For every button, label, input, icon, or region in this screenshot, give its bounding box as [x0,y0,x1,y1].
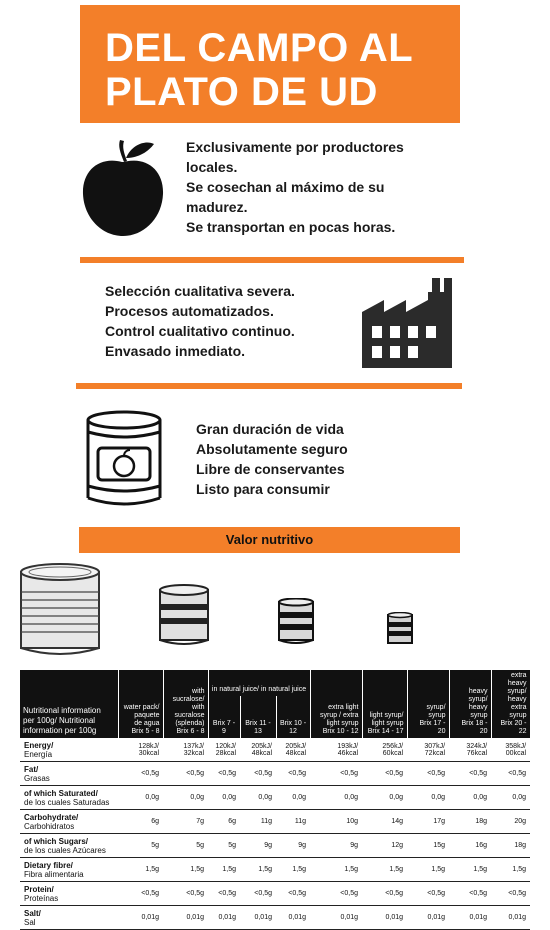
section1-line: Exclusivamente por productores [186,139,404,155]
table-cell: 1,5g [276,858,310,882]
table-cell: <0,5g [362,762,407,786]
factory-icon [362,274,458,368]
header-col: Brix 7 - 9 [208,696,240,739]
cell-line: 193kJ/ [337,742,359,750]
table-cell: 12g [362,834,407,858]
section2-line: Envasado inmediato. [105,343,246,359]
table-cell: 15g [407,834,449,858]
table-cell: 0,01g [310,906,362,930]
table-cell: 1,5g [407,858,449,882]
section1-line: madurez. [186,199,248,215]
divider [76,383,462,389]
cell-line: 307kJ/ [424,742,446,750]
cell-line: 28kcal [215,749,236,757]
table-cell: <0,5g [276,762,310,786]
table-cell: 0,01g [208,906,240,930]
cell-line: 205kJ/ [251,742,272,750]
table-cell: 0,01g [240,906,276,930]
row-label-sub: de los cuales Saturadas [24,797,110,807]
section3-text [196,419,348,499]
table-cell: 18g [491,834,530,858]
row-label-sub: Proteínas [24,893,59,903]
table-row [20,786,530,810]
table-cell: 0,0g [240,786,276,810]
header-col: Brix 10 - 12 [276,696,310,739]
cell-line: 48kcal [285,749,307,757]
section2-line: Control cualitativo continuo. [105,323,295,339]
row-label-sub: Carbohidratos [24,821,75,831]
cell-line: 46kcal [337,749,359,757]
can-medium-icon [158,584,210,646]
table-cell: 16g [449,834,491,858]
valor-nutritivo-banner: Valor nutritivo [79,527,460,553]
row-label [20,762,118,786]
row-label [20,882,118,906]
section2-line: Selección cualitativa severa. [105,283,295,299]
table-row [20,810,530,834]
table-row [20,738,530,762]
nutrition-table-body [20,738,530,930]
can-small-icon [277,598,315,644]
row-label-sub: Grasas [24,773,50,783]
table-cell [491,738,530,762]
header-col: with sucralose/ with sucralose (splenda) Brix 6 - 8 [163,670,208,738]
table-cell: 5g [118,834,163,858]
table-cell: 0,0g [310,786,362,810]
section1-text [186,137,404,237]
header-col: extra light syrup / extra light syrup Brix 10 - 12 [310,670,362,738]
table-cell: 11g [240,810,276,834]
hero-title-line2: PLATO DE UD [105,70,378,114]
cell-line: 48kcal [251,749,272,757]
table-cell: <0,5g [163,882,208,906]
table-cell: <0,5g [449,882,491,906]
divider [80,257,464,263]
section2-text [105,281,295,361]
section3-line: Libre de conservantes [196,461,345,477]
row-label [20,786,118,810]
section2-line: Procesos automatizados. [105,303,274,319]
table-cell: 0,0g [118,786,163,810]
table-cell: 1,5g [208,858,240,882]
table-cell: 18g [449,810,491,834]
table-cell: 1,5g [310,858,362,882]
table-cell: <0,5g [118,882,163,906]
table-cell: <0,5g [310,762,362,786]
section1-line: Se transportan en pocas horas. [186,219,396,235]
table-cell: 0,0g [163,786,208,810]
table-cell [310,738,362,762]
hero-title-line1: DEL CAMPO AL [105,26,414,70]
row-label-sub: de los cuales Azúcares [24,845,106,855]
row-label [20,810,118,834]
table-cell: 20g [491,810,530,834]
can-icon [84,410,164,508]
row-label-main: Dietary fibre/ [24,860,73,870]
header-first [20,670,118,738]
can-tiny-icon [386,612,414,646]
table-header-row [20,670,530,696]
header-first-line: information per 100g [23,726,97,735]
table-cell: 0,0g [407,786,449,810]
header-col: extra heavy syrup/ heavy extra syrup Brix 20 - 22 [491,670,530,738]
table-cell: 10g [310,810,362,834]
table-cell: 1,5g [240,858,276,882]
row-label-sub: Sal [24,917,36,927]
cell-line: 120kJ/ [215,742,236,750]
table-cell: 0,01g [163,906,208,930]
table-cell [240,738,276,762]
table-cell: <0,5g [208,882,240,906]
table-cell [208,738,240,762]
table-cell: 1,5g [163,858,208,882]
table-cell: 0,01g [118,906,163,930]
table-cell: 1,5g [118,858,163,882]
table-cell: 0,0g [491,786,530,810]
section3-line: Gran duración de vida [196,421,344,437]
table-cell [118,738,163,762]
table-cell [449,738,491,762]
row-label-sub: Energía [24,749,53,759]
section1-line: locales. [186,159,238,175]
table-row [20,834,530,858]
cell-line: 358kJ/ [505,742,527,750]
section1-line: Se cosechan al máximo de su [186,179,385,195]
cell-line: 72kcal [424,749,446,757]
row-label [20,858,118,882]
section3-line: Listo para consumir [196,481,330,497]
table-cell: <0,5g [449,762,491,786]
cell-line: 137kJ/ [183,742,204,750]
table-cell: <0,5g [240,882,276,906]
table-cell: 9g [240,834,276,858]
row-label [20,834,118,858]
row-label-main: of which Saturated/ [24,788,98,798]
table-cell: 0,01g [276,906,310,930]
table-cell: <0,5g [362,882,407,906]
cell-line: 256kJ/ [382,742,404,750]
table-row [20,882,530,906]
table-cell: 6g [118,810,163,834]
table-cell: <0,5g [163,762,208,786]
header-col: syrup/ syrup Brix 17 - 20 [407,670,449,738]
cell-line: 32kcal [183,749,204,757]
table-cell: <0,5g [407,762,449,786]
cell-line: 60kcal [382,749,404,757]
header-first-line: Nutritional information [23,706,101,715]
table-cell: 11g [276,810,310,834]
can-large-icon [18,562,102,658]
table-cell: 5g [163,834,208,858]
table-cell: 0,01g [362,906,407,930]
table-cell: 14g [362,810,407,834]
row-label-main: Salt/ [24,908,41,918]
table-cell [276,738,310,762]
cell-line: 205kJ/ [285,742,307,750]
table-cell: 0,0g [208,786,240,810]
table-cell: 0,0g [276,786,310,810]
table-cell: 0,01g [407,906,449,930]
table-cell: <0,5g [491,882,530,906]
table-cell: <0,5g [276,882,310,906]
cell-line: 00kcal [505,749,527,757]
cell-line: 324kJ/ [466,742,488,750]
table-cell: 7g [163,810,208,834]
table-row [20,906,530,930]
header-col: water pack/ paquete de agua Brix 5 - 8 [118,670,163,738]
table-cell: <0,5g [407,882,449,906]
table-cell: 9g [310,834,362,858]
table-cell: 0,0g [362,786,407,810]
table-cell: 0,01g [491,906,530,930]
row-label [20,738,118,762]
row-label-main: Carbohydrate/ [24,812,79,822]
table-cell: 1,5g [491,858,530,882]
table-cell: 1,5g [449,858,491,882]
header-col: light syrup/ light syrup Brix 14 - 17 [362,670,407,738]
table-cell [407,738,449,762]
table-row [20,762,530,786]
row-label-main: Protein/ [24,884,54,894]
cell-line: 30kcal [138,749,159,757]
row-label-main: of which Sugars/ [24,836,89,846]
table-cell: 6g [208,810,240,834]
header-juice-group: in natural juice/ in natural juice [208,670,310,696]
table-cell: 9g [276,834,310,858]
table-cell: 0,01g [449,906,491,930]
table-cell: 0,0g [449,786,491,810]
row-label-main: Energy/ [24,740,54,750]
table-cell [362,738,407,762]
table-row [20,858,530,882]
cell-line: 76kcal [466,749,488,757]
table-cell: <0,5g [118,762,163,786]
cell-line: 128kJ/ [138,742,159,750]
peach-icon [80,138,166,238]
table-cell: 5g [208,834,240,858]
header-first-line: per 100g/ Nutritional [23,716,96,725]
section3-line: Absolutamente seguro [196,441,348,457]
row-label-sub: Fibra alimentaria [24,869,84,879]
table-cell [163,738,208,762]
table-cell: 1,5g [362,858,407,882]
header-col: heavy syrup/ heavy syrup Brix 18 - 20 [449,670,491,738]
table-cell: <0,5g [310,882,362,906]
table-cell: <0,5g [491,762,530,786]
row-label-main: Fat/ [24,764,39,774]
table-cell: 17g [407,810,449,834]
header-col: Brix 11 - 13 [240,696,276,739]
table-cell: <0,5g [208,762,240,786]
table-cell: <0,5g [240,762,276,786]
hero-title [105,26,445,114]
nutrition-table [20,670,531,930]
row-label [20,906,118,930]
